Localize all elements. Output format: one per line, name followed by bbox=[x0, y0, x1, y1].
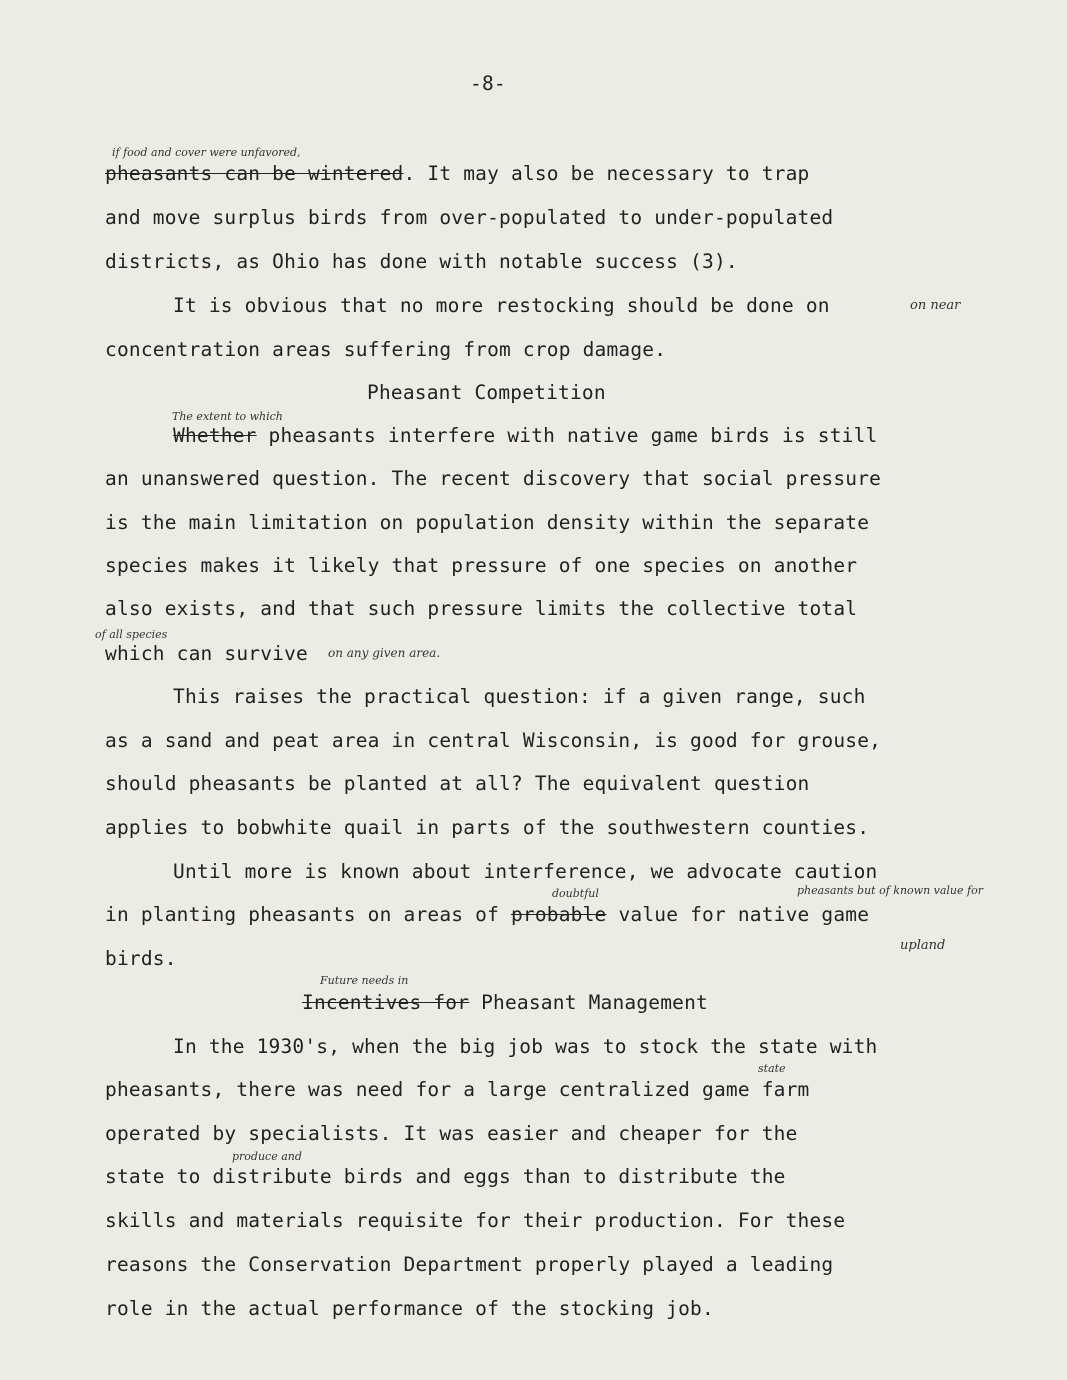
struck-text: probable bbox=[510, 903, 607, 926]
text-line bbox=[105, 162, 809, 185]
text-line: concentration areas suffering from crop damage. bbox=[105, 338, 667, 361]
handwritten-insert: Future needs in bbox=[320, 974, 409, 987]
text-line: an unanswered question. The recent discovery that social pressure bbox=[105, 467, 882, 490]
text-line bbox=[173, 424, 877, 447]
text-line: which can survive bbox=[105, 642, 308, 665]
text-line: In the 1930's, when the big job was to stock the state with bbox=[173, 1035, 878, 1058]
text-line: applies to bobwhite quail in parts of the southwestern counties. bbox=[105, 816, 870, 839]
handwritten-insert: doubtful bbox=[552, 887, 599, 900]
text-span: value for native game bbox=[606, 903, 870, 926]
struck-text: pheasants can be wintered bbox=[105, 162, 404, 185]
struck-text: Whether bbox=[173, 424, 257, 447]
text-line: and move surplus birds from over-populated to under-populated bbox=[105, 206, 834, 229]
handwritten-insert: produce and bbox=[232, 1150, 302, 1163]
text-span: . It may also be necessary to trap bbox=[403, 162, 810, 185]
text-line bbox=[105, 903, 869, 926]
text-line: It is obvious that no more restocking should be done on bbox=[173, 294, 830, 317]
struck-text: Incentives for bbox=[302, 991, 470, 1014]
text-line: as a sand and peat area in central Wisconsin, is good for grouse, bbox=[105, 729, 882, 752]
text-line: pheasants, there was need for a large centralized game farm bbox=[105, 1078, 810, 1101]
text-line: should pheasants be planted at all? The equivalent question bbox=[105, 772, 810, 795]
text-span: Pheasant Management bbox=[469, 991, 708, 1014]
text-span: pheasants interfere with native game birds is still bbox=[256, 424, 878, 447]
handwritten-insert: of all species bbox=[95, 628, 168, 641]
text-line: skills and materials requisite for their production. For these bbox=[105, 1209, 846, 1232]
text-line: also exists, and that such pressure limits the collective total bbox=[105, 597, 858, 620]
handwritten-insert: on near bbox=[910, 298, 961, 313]
handwritten-insert: upland bbox=[900, 938, 946, 953]
text-line: species makes it likely that pressure of one species on another bbox=[105, 554, 858, 577]
handwritten-insert: The extent to which bbox=[172, 410, 283, 423]
section-heading: Pheasant Competition bbox=[367, 381, 606, 404]
text-line: birds. bbox=[105, 947, 177, 970]
handwritten-insert: on any given area. bbox=[328, 646, 441, 660]
text-span: in planting pheasants on areas of bbox=[105, 903, 511, 926]
handwritten-insert: if food and cover were unfavored, bbox=[112, 146, 301, 159]
handwritten-insert: state bbox=[758, 1062, 786, 1075]
text-line: is the main limitation on population density within the separate bbox=[105, 511, 870, 534]
text-line: state to distribute birds and eggs than to distribute the bbox=[105, 1165, 786, 1188]
handwritten-insert: pheasants but of known value for bbox=[797, 884, 983, 897]
text-line: reasons the Conservation Department properly played a leading bbox=[105, 1253, 834, 1276]
text-line: districts, as Ohio has done with notable success (3). bbox=[105, 250, 738, 273]
text-line: This raises the practical question: if a given range, such bbox=[173, 685, 866, 708]
text-line: Until more is known about interference, we advocate caution bbox=[173, 860, 878, 883]
section-heading bbox=[302, 991, 708, 1014]
text-line: role in the actual performance of the stocking job. bbox=[105, 1297, 714, 1320]
text-line: operated by specialists. It was easier and cheaper for the bbox=[105, 1122, 798, 1145]
page-number: -8- bbox=[470, 72, 506, 95]
